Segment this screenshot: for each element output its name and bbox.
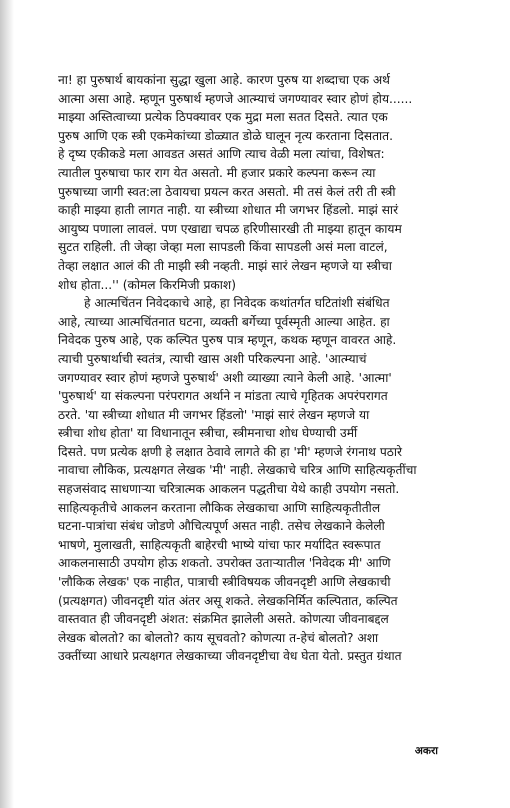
text-line: हे दृष्य एकीकडे मला आवडत असतं आणि त्याच वेळी मला त्यांचा, विशेषत: bbox=[58, 147, 385, 162]
text-line: वास्तवात ही जीवनदृष्टी अंशत: संक्रमित झालेली असते. कोणत्या जीवनाबद्दल bbox=[58, 612, 389, 627]
text-line: माझ्या अस्तित्वाच्या प्रत्येक ठिपक्यावर एक मुद्रा मला सतत दिसते. त्यात एक bbox=[58, 110, 388, 125]
text-line: तेव्हा लक्षात आलं की ती माझी स्त्री नव्हती. माझं सारं लेखन म्हणजे या स्त्रीचा bbox=[58, 258, 392, 273]
text-line: जगण्यावर स्वार होणं म्हणजे पुरुषार्थ' अशी व्याख्या त्याने केली आहे. 'आत्मा' bbox=[58, 370, 392, 385]
page-number: अकरा bbox=[414, 745, 438, 757]
text-line: पुरुषाच्या जागी स्वत:ला ठेवायचा प्रयत्न करत असतो. मी तसं केलं तरी ती स्त्री bbox=[58, 184, 396, 199]
page-text bbox=[58, 71, 470, 666]
text-line: आयुष्य पणाला लावलं. पण एखाद्या चपळ हरिणीसारखी ती माझ्या हातून कायम bbox=[58, 221, 402, 236]
text-line: सुटत राहिली. ती जेव्हा जेव्हा मला सापडली किंवा सापडली असं मला वाटलं, bbox=[58, 240, 388, 255]
text-line: स्त्रीचा शोध होता' या विधानातून स्त्रीचा, स्त्रीमनाचा शोध घेण्याची उर्मी bbox=[58, 426, 358, 441]
text-line: त्यातील पुरुषाचा फार राग येत असतो. मी हजार प्रकारे कल्पना करून त्या bbox=[58, 165, 376, 180]
text-line: पुरुष आणि एक स्त्री एकमेकांच्या डोळ्यात डोळे घालून नृत्य करताना दिसतात. bbox=[58, 128, 393, 143]
text-line: आकलनासाठी उपयोग होऊ शकतो. उपरोक्त उताऱ्यातील 'निवेदक मी' आणि bbox=[58, 556, 391, 571]
text-line: लेखक बोलतो? का बोलतो? काय सूचवतो? कोणत्या त-हेचं बोलतो? अशा bbox=[58, 630, 379, 645]
text-line: शोध होता...'' (कोमल किरमिजी प्रकाश) bbox=[58, 277, 236, 292]
text-line: त्याची पुरुषार्थाची स्वतंत्र, त्याची खास अशी परिकल्पना आहे. 'आत्म्याचं bbox=[58, 351, 367, 366]
text-line: आहे, त्याच्या आत्मचिंतनात घटना, व्यक्ती बर्गेच्या पूर्वस्मृती आल्या आहेत. हा bbox=[58, 314, 390, 329]
text-line: ठरते. 'या स्त्रीच्या शोधात मी जगभर हिंडलो' 'माझं सारं लेखन म्हणजे या bbox=[58, 407, 370, 422]
text-line: सहजसंवाद साधणाऱ्या चरित्रात्मक आकलन पद्धतीचा येथे काही उपयोग नसतो. bbox=[58, 482, 400, 497]
text-line: ना! हा पुरुषार्थ बायकांना सुद्धा खुला आहे. कारण पुरुष या शब्दाचा एक अर्थ bbox=[58, 73, 390, 87]
text-line: उक्तींच्या आधारे प्रत्यक्षगत लेखकाच्या जीवनदृष्टीचा वेध घेता येतो. प्रस्तुत ग्रंथात bbox=[58, 649, 402, 664]
text-line: दिसते. पण प्रत्येक क्षणी हे लक्षात ठेवावे लागते की हा 'मी' म्हणजे रंगनाथ पठारे bbox=[58, 444, 402, 459]
text-line: नावाचा लौकिक, प्रत्यक्षगत लेखक 'मी' नाही. लेखकाचे चरित्र आणि साहित्यकृतींचा bbox=[58, 463, 417, 478]
text-line: (प्रत्यक्षगत) जीवनदृष्टी यांत अंतर असू शकते. लेखकनिर्मित कल्पितात, कल्पित bbox=[58, 593, 398, 608]
text-line: आत्मा असा आहे. म्हणून पुरुषार्थ म्हणजे आत्म्याचं जगण्यावर स्वार होणं होय...... bbox=[58, 91, 413, 106]
text-line: भाषणे, मुलाखती, साहित्यकृती बाहेरची भाष्ये यांचा फार मर्यादित स्वरूपात bbox=[58, 537, 381, 552]
text-line: साहित्यकृतीचे आकलन करताना लौकिक लेखकाचा आणि साहित्यकृतीतील bbox=[58, 500, 381, 515]
text-line: निवेदक पुरुष आहे, एक कल्पित पुरुष पात्र म्हणून, कथक म्हणून वावरत आहे. bbox=[58, 333, 397, 348]
text-line: 'लौकिक लेखक' एक नाहीत, पात्राची स्त्रीविषयक जीवनदृष्टी आणि लेखकाची bbox=[58, 575, 391, 590]
text-line: 'पुरुषार्थ' या संकल्पना परंपरागत अर्थाने न मांडता त्याचे गृहितक अपरंपरागत bbox=[58, 389, 388, 404]
text-line: घटना-पात्रांचा संबंध जोडणे औचित्यपूर्ण असत नाही. तसेच लेखकाने केलेली bbox=[58, 519, 385, 534]
text-line: काही माझ्या हाती लागत नाही. या स्त्रीच्या शोधात मी जगभर हिंडलो. माझं सारं bbox=[58, 203, 399, 218]
paragraph-first-line: हे आत्मचिंतन निवेदकाचे आहे, हा निवेदक कथांतर्गत घटितांशी संबंधित bbox=[84, 296, 390, 311]
